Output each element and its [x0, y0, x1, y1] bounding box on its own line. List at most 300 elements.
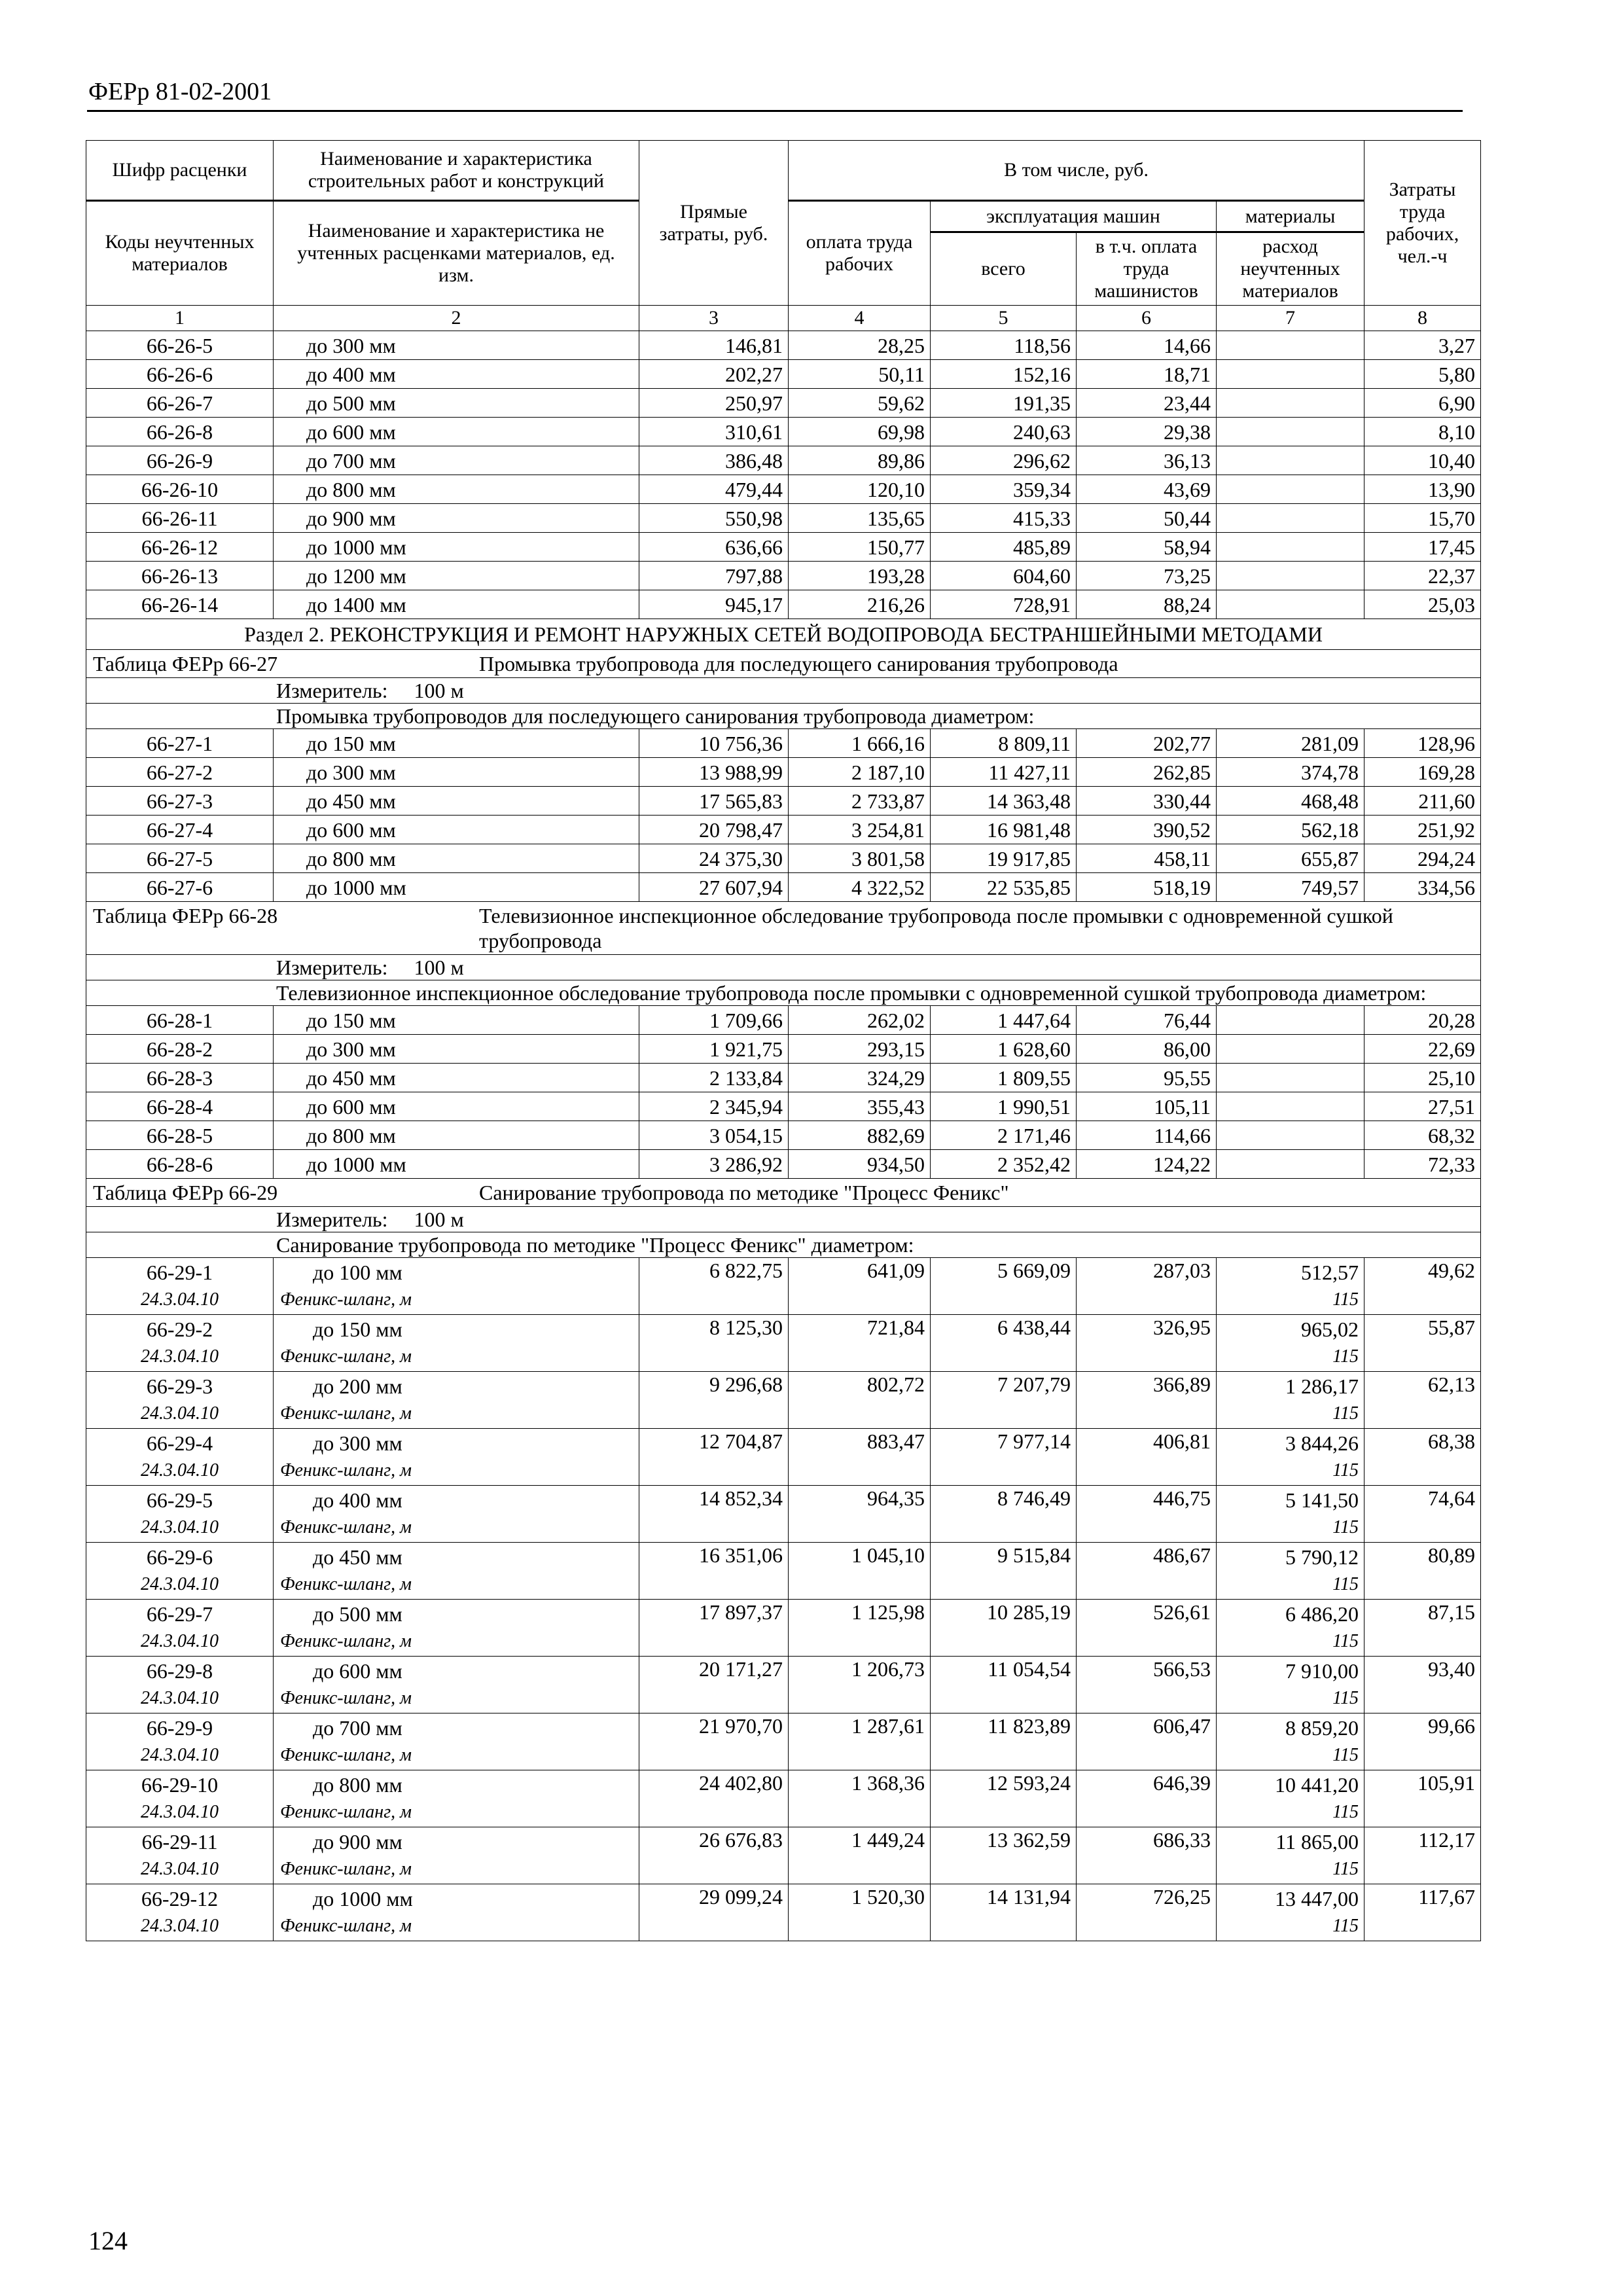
direct-costs: 2 345,94: [639, 1092, 789, 1121]
measure-row: [86, 678, 1481, 704]
direct-costs: 20 171,27: [639, 1657, 789, 1713]
materials-cost: [1217, 590, 1364, 619]
table-code: Таблица ФЕРр 66-28: [93, 904, 278, 927]
operator-pay: 390,52: [1077, 816, 1217, 844]
rate-code: 66-29-3: [146, 1374, 213, 1398]
machines-total: 7 207,79: [931, 1372, 1077, 1429]
direct-costs: 26 676,83: [639, 1827, 789, 1884]
column-numbers-row: [86, 306, 1481, 331]
table-intro: Промывка трубопроводов для последующего санирования трубопровода диаметром:: [86, 704, 1481, 729]
operator-pay: 326,95: [1077, 1315, 1217, 1372]
header-material-codes: Коды неучтенных материалов: [86, 201, 274, 306]
work-name: до 450 мм: [274, 787, 639, 816]
materials-cell: [1217, 1884, 1364, 1941]
worker-pay: 216,26: [789, 590, 931, 619]
materials-cost: 7 910,00: [1285, 1659, 1359, 1683]
direct-costs: 797,88: [639, 562, 789, 590]
table-title-66-27: [86, 650, 1481, 678]
materials-cost: 965,02: [1301, 1318, 1359, 1341]
measure-value: 100 м: [414, 1208, 464, 1231]
rate-code: 66-29-1: [146, 1261, 213, 1284]
worker-pay: 1 520,30: [789, 1884, 931, 1941]
material-name: Феникс-шланг, м: [280, 1574, 412, 1594]
rate-code-cell: [86, 1543, 274, 1600]
operator-pay: 366,89: [1077, 1372, 1217, 1429]
table-row: [86, 729, 1481, 758]
rate-code-cell: [86, 1657, 274, 1713]
column-number: 6: [1077, 306, 1217, 331]
work-name: до 200 мм: [313, 1374, 402, 1398]
work-name: до 600 мм: [274, 1092, 639, 1121]
column-number: 8: [1364, 306, 1481, 331]
table-code: Таблица ФЕРр 66-29: [93, 1181, 278, 1204]
rate-code: 66-26-10: [86, 475, 274, 504]
table-row: [86, 475, 1481, 504]
table-row: [86, 418, 1481, 446]
operator-pay: 287,03: [1077, 1258, 1217, 1315]
work-name: до 150 мм: [274, 729, 639, 758]
labor-hours: 10,40: [1364, 446, 1481, 475]
name-cell: [274, 1827, 639, 1884]
table-row: [86, 1884, 1481, 1941]
rate-code: 66-26-12: [86, 533, 274, 562]
measure-label: Измеритель:: [276, 956, 388, 979]
work-name: до 600 мм: [274, 816, 639, 844]
table-66-27-body: [86, 729, 1481, 902]
direct-costs: 17 565,83: [639, 787, 789, 816]
materials-cost: 8 859,20: [1285, 1716, 1359, 1740]
direct-costs: 24 375,30: [639, 844, 789, 873]
machines-total: 8 746,49: [931, 1486, 1077, 1543]
rate-code-cell: [86, 1713, 274, 1770]
materials-cost: [1217, 1064, 1364, 1092]
direct-costs: 21 970,70: [639, 1713, 789, 1770]
rate-code: 66-29-12: [141, 1887, 219, 1910]
rate-code: 66-27-5: [86, 844, 274, 873]
worker-pay: 150,77: [789, 533, 931, 562]
labor-hours: 8,10: [1364, 418, 1481, 446]
worker-pay: 135,65: [789, 504, 931, 533]
material-code: 24.3.04.10: [141, 1916, 219, 1936]
rate-code: 66-26-13: [86, 562, 274, 590]
work-name: до 800 мм: [274, 844, 639, 873]
materials-cell: [1217, 1770, 1364, 1827]
direct-costs: 14 852,34: [639, 1486, 789, 1543]
material-code: 24.3.04.10: [141, 1574, 219, 1594]
machines-total: 5 669,09: [931, 1258, 1077, 1315]
labor-hours: 87,15: [1364, 1600, 1481, 1657]
operator-pay: 18,71: [1077, 360, 1217, 389]
worker-pay: 721,84: [789, 1315, 931, 1372]
column-number: 4: [789, 306, 931, 331]
header-labor-hours: Затраты труда рабочих, чел.-ч: [1364, 141, 1481, 306]
work-name: до 600 мм: [274, 418, 639, 446]
materials-cost: [1217, 1035, 1364, 1064]
table-name: Телевизионное инспекционное обследование трубопровода после промывки с одновременной сушкой трубопровода: [479, 904, 1393, 952]
operator-pay: 406,81: [1077, 1429, 1217, 1486]
rate-code: 66-29-2: [146, 1318, 213, 1341]
worker-pay: 50,11: [789, 360, 931, 389]
operator-pay: 73,25: [1077, 562, 1217, 590]
material-name: Феникс-шланг, м: [280, 1460, 412, 1480]
work-name: до 700 мм: [274, 446, 639, 475]
work-name: до 1000 мм: [274, 873, 639, 902]
labor-hours: 17,45: [1364, 533, 1481, 562]
operator-pay: 88,24: [1077, 590, 1217, 619]
operator-pay: 526,61: [1077, 1600, 1217, 1657]
measure-row: [86, 955, 1481, 980]
materials-cost: [1217, 418, 1364, 446]
table-66-28-body: [86, 1006, 1481, 1179]
worker-pay: 59,62: [789, 389, 931, 418]
work-name: до 300 мм: [274, 758, 639, 787]
direct-costs: 16 351,06: [639, 1543, 789, 1600]
machines-total: 359,34: [931, 475, 1077, 504]
name-cell: [274, 1258, 639, 1315]
labor-hours: 20,28: [1364, 1006, 1481, 1035]
table-row: [86, 873, 1481, 902]
header-rule: [87, 110, 1463, 112]
machines-total: 14 363,48: [931, 787, 1077, 816]
labor-hours: 117,67: [1364, 1884, 1481, 1941]
page-number: 124: [88, 2226, 128, 2255]
work-name: до 800 мм: [274, 1121, 639, 1150]
material-code: 24.3.04.10: [141, 1745, 219, 1765]
rate-code: 66-29-5: [146, 1488, 213, 1512]
rate-code: 66-26-5: [86, 331, 274, 360]
worker-pay: 2 187,10: [789, 758, 931, 787]
work-name: до 700 мм: [313, 1716, 402, 1740]
labor-hours: 112,17: [1364, 1827, 1481, 1884]
material-code: 24.3.04.10: [141, 1517, 219, 1537]
material-code: 24.3.04.10: [141, 1859, 219, 1879]
column-number: 2: [274, 306, 639, 331]
materials-cost: 5 790,12: [1285, 1545, 1359, 1569]
work-name: до 900 мм: [313, 1830, 402, 1854]
table-row: [86, 331, 1481, 360]
machines-total: 1 628,60: [931, 1035, 1077, 1064]
table-row: [86, 1713, 1481, 1770]
labor-hours: 27,51: [1364, 1092, 1481, 1121]
operator-pay: 114,66: [1077, 1121, 1217, 1150]
machines-total: 16 981,48: [931, 816, 1077, 844]
table-row: [86, 1486, 1481, 1543]
operator-pay: 124,22: [1077, 1150, 1217, 1179]
table-row: [86, 1258, 1481, 1315]
header-work-name: Наименование и характеристика строительных работ и конструкций: [274, 141, 639, 201]
materials-cell: [1217, 1600, 1364, 1657]
measure-row: [86, 1207, 1481, 1232]
work-name: до 450 мм: [313, 1545, 402, 1569]
rate-code: 66-29-7: [146, 1602, 213, 1626]
machines-total: 1 990,51: [931, 1092, 1077, 1121]
rate-code: 66-28-6: [86, 1150, 274, 1179]
worker-pay: 1 368,36: [789, 1770, 931, 1827]
table-row: [86, 758, 1481, 787]
material-name: Феникс-шланг, м: [280, 1346, 412, 1367]
machines-total: 11 054,54: [931, 1657, 1077, 1713]
table-row: [86, 1600, 1481, 1657]
materials-cell: [1217, 1543, 1364, 1600]
table-title-66-29: [86, 1179, 1481, 1207]
machines-total: 728,91: [931, 590, 1077, 619]
table-intro: Телевизионное инспекционное обследование трубопровода после промывки с одновременной сушкой трубопровода диаметром:: [86, 980, 1481, 1006]
worker-pay: 120,10: [789, 475, 931, 504]
direct-costs: 3 286,92: [639, 1150, 789, 1179]
labor-hours: 211,60: [1364, 787, 1481, 816]
material-name: Феникс-шланг, м: [280, 1745, 412, 1765]
machines-total: 296,62: [931, 446, 1077, 475]
operator-pay: 262,85: [1077, 758, 1217, 787]
operator-pay: 686,33: [1077, 1827, 1217, 1884]
work-name: до 150 мм: [274, 1006, 639, 1035]
labor-hours: 68,38: [1364, 1429, 1481, 1486]
worker-pay: 69,98: [789, 418, 931, 446]
direct-costs: 479,44: [639, 475, 789, 504]
work-name: до 1200 мм: [274, 562, 639, 590]
operator-pay: 105,11: [1077, 1092, 1217, 1121]
material-quantity: 115: [1332, 1460, 1359, 1480]
table-row: [86, 1121, 1481, 1150]
rate-code: 66-28-4: [86, 1092, 274, 1121]
work-name: до 300 мм: [274, 1035, 639, 1064]
materials-cost: [1217, 504, 1364, 533]
material-quantity: 115: [1332, 1346, 1359, 1367]
direct-costs: 13 988,99: [639, 758, 789, 787]
worker-pay: 641,09: [789, 1258, 931, 1315]
work-name: до 400 мм: [313, 1488, 402, 1512]
table-row: [86, 1543, 1481, 1600]
material-name: Феникс-шланг, м: [280, 1403, 412, 1424]
material-quantity: 115: [1332, 1574, 1359, 1594]
worker-pay: 293,15: [789, 1035, 931, 1064]
table-row: [86, 1372, 1481, 1429]
column-number: 3: [639, 306, 789, 331]
name-cell: [274, 1600, 639, 1657]
direct-costs: 945,17: [639, 590, 789, 619]
worker-pay: 1 045,10: [789, 1543, 931, 1600]
header-material-names: Наименование и характеристика не учтенных расценками материалов, ед. изм.: [274, 201, 639, 306]
work-name: до 1000 мм: [274, 533, 639, 562]
labor-hours: 15,70: [1364, 504, 1481, 533]
direct-costs: 146,81: [639, 331, 789, 360]
direct-costs: 550,98: [639, 504, 789, 533]
table-row: [86, 844, 1481, 873]
worker-pay: 3 254,81: [789, 816, 931, 844]
material-quantity: 115: [1332, 1631, 1359, 1651]
worker-pay: 3 801,58: [789, 844, 931, 873]
worker-pay: 1 287,61: [789, 1713, 931, 1770]
operator-pay: 29,38: [1077, 418, 1217, 446]
header-direct-costs: Прямые затраты, руб.: [639, 141, 789, 306]
work-name: до 400 мм: [274, 360, 639, 389]
header-worker-pay: оплата труда рабочих: [789, 201, 931, 306]
operator-pay: 566,53: [1077, 1657, 1217, 1713]
materials-cell: [1217, 1713, 1364, 1770]
operator-pay: 518,19: [1077, 873, 1217, 902]
worker-pay: 193,28: [789, 562, 931, 590]
rate-code: 66-26-9: [86, 446, 274, 475]
table-66-27-header: [86, 650, 1481, 729]
machines-total: 118,56: [931, 331, 1077, 360]
operator-pay: 86,00: [1077, 1035, 1217, 1064]
labor-hours: 5,80: [1364, 360, 1481, 389]
work-name: до 500 мм: [313, 1602, 402, 1626]
work-name: до 1000 мм: [313, 1887, 413, 1910]
work-name: до 150 мм: [313, 1318, 402, 1341]
column-number: 7: [1217, 306, 1364, 331]
materials-cost: 562,18: [1217, 816, 1364, 844]
document-header: ФЕРр 81-02-2001: [88, 78, 272, 105]
operator-pay: 458,11: [1077, 844, 1217, 873]
material-quantity: 115: [1332, 1517, 1359, 1537]
labor-hours: 93,40: [1364, 1657, 1481, 1713]
table-66-29-body: [86, 1258, 1481, 1941]
rate-code: 66-26-11: [86, 504, 274, 533]
table-row: [86, 533, 1481, 562]
worker-pay: 882,69: [789, 1121, 931, 1150]
worker-pay: 1 125,98: [789, 1600, 931, 1657]
table-row: [86, 1092, 1481, 1121]
table-row: [86, 787, 1481, 816]
table-row: [86, 1064, 1481, 1092]
table-row: [86, 1827, 1481, 1884]
direct-costs: 310,61: [639, 418, 789, 446]
table-code: Таблица ФЕРр 66-27: [93, 652, 278, 675]
machines-total: 604,60: [931, 562, 1077, 590]
materials-cost: 3 844,26: [1285, 1431, 1359, 1455]
operator-pay: 95,55: [1077, 1064, 1217, 1092]
labor-hours: 13,90: [1364, 475, 1481, 504]
materials-cell: [1217, 1486, 1364, 1543]
work-name: до 800 мм: [274, 475, 639, 504]
section-2: [86, 619, 1481, 650]
worker-pay: 355,43: [789, 1092, 931, 1121]
direct-costs: 202,27: [639, 360, 789, 389]
labor-hours: 334,56: [1364, 873, 1481, 902]
operator-pay: 36,13: [1077, 446, 1217, 475]
table-row: [86, 590, 1481, 619]
work-name: до 500 мм: [274, 389, 639, 418]
machines-total: 415,33: [931, 504, 1077, 533]
rate-code: 66-26-14: [86, 590, 274, 619]
header-including: В том числе, руб.: [789, 141, 1364, 201]
table-row: [86, 816, 1481, 844]
machines-total: 240,63: [931, 418, 1077, 446]
materials-cost: 655,87: [1217, 844, 1364, 873]
machines-total: 19 917,85: [931, 844, 1077, 873]
machines-total: 2 352,42: [931, 1150, 1077, 1179]
column-number: 1: [86, 306, 274, 331]
direct-costs: 20 798,47: [639, 816, 789, 844]
table-row: [86, 1429, 1481, 1486]
header-unaccounted-materials: расход неучтенных материалов: [1217, 232, 1364, 306]
rate-code: 66-26-7: [86, 389, 274, 418]
name-cell: [274, 1372, 639, 1429]
rate-code: 66-27-4: [86, 816, 274, 844]
machines-total: 11 823,89: [931, 1713, 1077, 1770]
machines-total: 22 535,85: [931, 873, 1077, 902]
labor-hours: 99,66: [1364, 1713, 1481, 1770]
measure-value: 100 м: [414, 956, 464, 979]
machines-total: 11 427,11: [931, 758, 1077, 787]
direct-costs: 250,97: [639, 389, 789, 418]
materials-cost: [1217, 446, 1364, 475]
labor-hours: 169,28: [1364, 758, 1481, 787]
table-header: [86, 141, 1481, 331]
rate-code: 66-29-11: [141, 1830, 218, 1854]
table-row: [86, 446, 1481, 475]
materials-cost: 374,78: [1217, 758, 1364, 787]
rate-code-cell: [86, 1884, 274, 1941]
table-name: Санирование трубопровода по методике "Процесс Феникс": [479, 1181, 1009, 1204]
materials-cell: [1217, 1315, 1364, 1372]
name-cell: [274, 1770, 639, 1827]
header-rate-code: Шифр расценки: [86, 141, 274, 201]
name-cell: [274, 1486, 639, 1543]
materials-cost: 749,57: [1217, 873, 1364, 902]
material-name: Феникс-шланг, м: [280, 1802, 412, 1822]
direct-costs: 8 125,30: [639, 1315, 789, 1372]
table-66-26-body: [86, 331, 1481, 619]
rate-code-cell: [86, 1372, 274, 1429]
labor-hours: 80,89: [1364, 1543, 1481, 1600]
machines-total: 8 809,11: [931, 729, 1077, 758]
direct-costs: 6 822,75: [639, 1258, 789, 1315]
labor-hours: 294,24: [1364, 844, 1481, 873]
machines-total: 2 171,46: [931, 1121, 1077, 1150]
labor-hours: 62,13: [1364, 1372, 1481, 1429]
materials-cell: [1217, 1429, 1364, 1486]
materials-cost: 468,48: [1217, 787, 1364, 816]
direct-costs: 1 921,75: [639, 1035, 789, 1064]
rate-code-cell: [86, 1600, 274, 1657]
rate-code: 66-29-8: [146, 1659, 213, 1683]
table-66-29-header: [86, 1179, 1481, 1258]
material-name: Феникс-шланг, м: [280, 1517, 412, 1537]
table-row: [86, 1315, 1481, 1372]
machines-total: 1 447,64: [931, 1006, 1077, 1035]
materials-cost: [1217, 475, 1364, 504]
direct-costs: 29 099,24: [639, 1884, 789, 1941]
table-row: [86, 562, 1481, 590]
name-cell: [274, 1315, 639, 1372]
table-title-66-28: [86, 902, 1481, 955]
machines-total: 485,89: [931, 533, 1077, 562]
rate-code-cell: [86, 1770, 274, 1827]
measure-value: 100 м: [414, 679, 464, 702]
rate-code-cell: [86, 1486, 274, 1543]
worker-pay: 934,50: [789, 1150, 931, 1179]
rate-code-cell: [86, 1315, 274, 1372]
material-quantity: 115: [1332, 1688, 1359, 1708]
materials-cost: [1217, 331, 1364, 360]
direct-costs: 1 709,66: [639, 1006, 789, 1035]
material-name: Феникс-шланг, м: [280, 1916, 412, 1936]
labor-hours: 25,10: [1364, 1064, 1481, 1092]
operator-pay: 43,69: [1077, 475, 1217, 504]
header-machines-total: всего: [931, 232, 1077, 306]
operator-pay: 606,47: [1077, 1713, 1217, 1770]
header-machine-operation: эксплуатация машин: [931, 201, 1217, 232]
table-row: [86, 1657, 1481, 1713]
material-quantity: 115: [1332, 1859, 1359, 1879]
materials-cost: [1217, 1092, 1364, 1121]
operator-pay: 446,75: [1077, 1486, 1217, 1543]
measure-label: Измеритель:: [276, 679, 388, 702]
direct-costs: 386,48: [639, 446, 789, 475]
materials-cost: 11 865,00: [1275, 1830, 1359, 1854]
